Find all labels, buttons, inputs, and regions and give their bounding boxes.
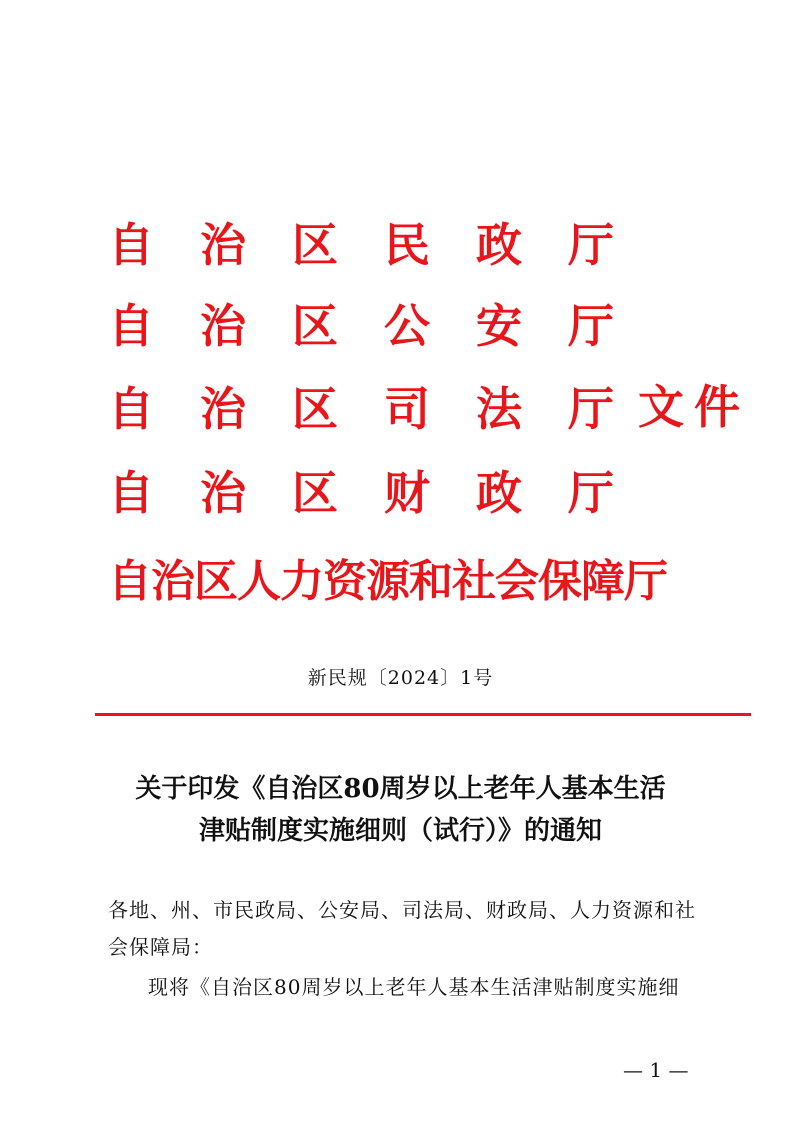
issuer-line-hr-social-security: 自治区人力资源和社会保障厅: [108, 556, 667, 607]
issuer-char: 自: [108, 218, 154, 272]
addressee-line-2: 会保障局：: [108, 935, 213, 959]
issuer-char: 区: [292, 466, 338, 520]
issuer-char: 财: [384, 466, 430, 520]
document-number: 新民规〔2024〕1号: [307, 667, 494, 689]
issuer-char: 政: [476, 466, 522, 520]
document-suffix: 文件: [638, 380, 750, 434]
issuer-char: 厅: [568, 218, 614, 272]
issuer-char: 自: [108, 382, 154, 436]
notice-title-line-1: 关于印发《自治区80周岁以上老年人基本生活: [135, 774, 666, 804]
issuer-char: 民: [384, 218, 430, 272]
issuer-char: 厅: [568, 466, 614, 520]
issuer-line-public-security: [108, 299, 660, 353]
issuer-char: 自: [108, 466, 154, 520]
issuer-char: 治: [200, 218, 246, 272]
issuer-line-civil-affairs: [108, 218, 660, 272]
issuer-char: 自: [108, 299, 154, 353]
issuer-char: 公: [384, 299, 430, 353]
issuer-char: 安: [476, 299, 522, 353]
issuer-line-finance: [108, 466, 660, 520]
issuer-char: 厅: [568, 382, 614, 436]
notice-title-line-2: 津贴制度实施细则（试行）》的通知: [198, 816, 602, 846]
issuer-line-justice: [108, 382, 660, 436]
issuer-char: 法: [476, 382, 522, 436]
addressee-line-1: 各地、州、市民政局、公安局、司法局、财政局、人力资源和社: [108, 898, 696, 922]
issuer-char: 治: [200, 466, 246, 520]
red-divider: [95, 713, 751, 716]
issuer-char: 治: [200, 299, 246, 353]
issuer-char: 区: [292, 218, 338, 272]
issuer-char: 政: [476, 218, 522, 272]
issuer-char: 区: [292, 382, 338, 436]
issuer-char: 治: [200, 382, 246, 436]
issuer-char: 司: [384, 382, 430, 436]
body-paragraph-line-1: 现将《自治区80周岁以上老年人基本生活津贴制度实施细: [148, 975, 680, 999]
page-number: — 1 —: [623, 1058, 689, 1082]
issuer-char: 厅: [568, 299, 614, 353]
issuer-char: 区: [292, 299, 338, 353]
